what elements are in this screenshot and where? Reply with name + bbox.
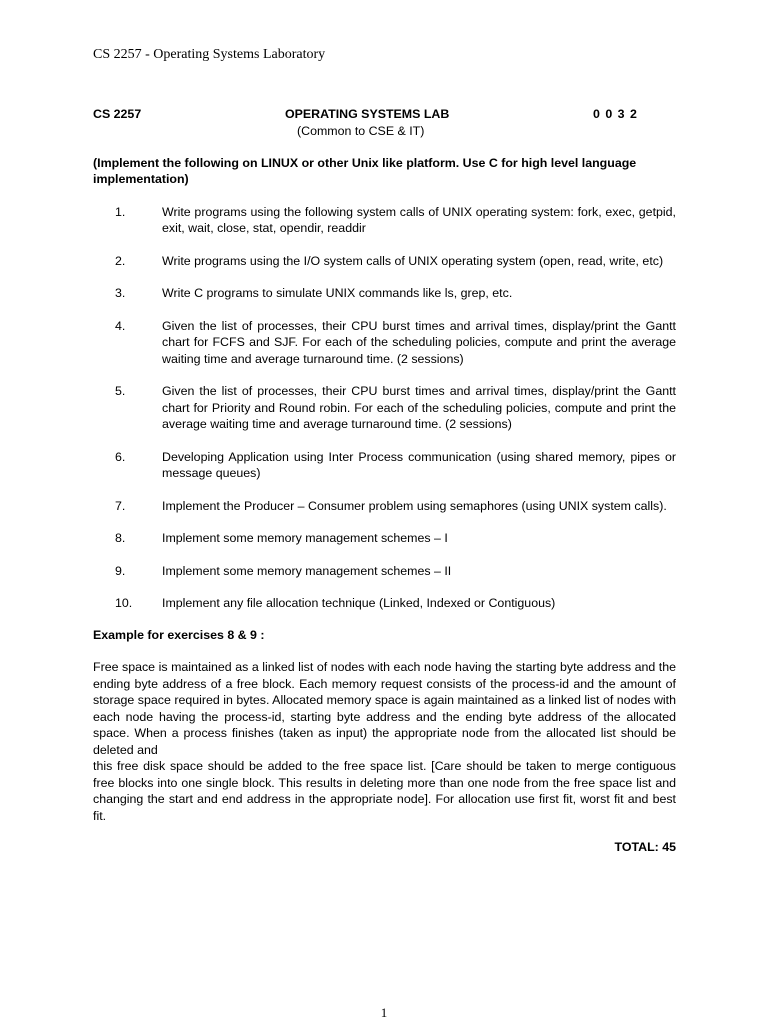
exercise-text: Implement any file allocation technique (Linked, Indexed or Contiguous) bbox=[162, 596, 556, 610]
page-number: 1 bbox=[380, 1005, 388, 1020]
exercise-item bbox=[93, 595, 676, 612]
page-header: CS 2257 - Operating Systems Laboratory bbox=[93, 47, 326, 62]
course-code: CS 2257 bbox=[93, 107, 142, 121]
exercise-number: 5. bbox=[115, 384, 126, 398]
exercise-item bbox=[93, 383, 676, 433]
exercise-number: 9. bbox=[115, 563, 126, 578]
exercise-item bbox=[93, 318, 676, 368]
exercise-item bbox=[93, 285, 676, 302]
exercise-text: Implement the Producer – Consumer problem using semaphores (using UNIX system calls). bbox=[162, 498, 667, 513]
exercise-text: Developing Application using Inter Process communication (using shared memory, pipes or message queues) bbox=[162, 449, 676, 480]
exercise-item bbox=[93, 563, 676, 580]
exercise-number: 6. bbox=[115, 449, 126, 464]
total-hours: TOTAL: 45 bbox=[614, 840, 676, 854]
exercise-number: 1. bbox=[115, 204, 126, 219]
exercise-text: Given the list of processes, their CPU burst times and arrival times, display/print the Gantt chart for Priority and Round robin. For each of the scheduling policies, compute and print the average waiting time and average turnaround time. (2 sessions) bbox=[162, 384, 676, 431]
example-paragraph: Free space is maintained as a linked list of nodes with each node having the starting byte address and the ending byte address of a free block. Each memory request consists of the process-id and the amount of storage space required in bytes. Allocated memory space is again maintained as a linked list of nodes with each node having the process-id, starting byte address and the ending byte address of the allocated space. When a process finishes (taken as input) the appropriate node from the allocated list should be deleted and bbox=[93, 660, 676, 757]
course-credits: 0 0 3 2 bbox=[593, 107, 637, 121]
course-title: OPERATING SYSTEMS LAB bbox=[285, 107, 450, 121]
exercise-text: Write C programs to simulate UNIX commands like ls, grep, etc. bbox=[162, 286, 513, 300]
example-paragraph: this free disk space should be added to the free space list. [Care should be taken to merge contiguous free blocks into one single block. This results in deleting more than one node from the free space list and changing the start and end address in the appropriate node]. For allocation use first fit, worst fit and best fit. bbox=[93, 759, 676, 823]
example-body bbox=[93, 659, 676, 824]
example-heading: Example for exercises 8 & 9 : bbox=[93, 627, 265, 642]
exercise-item bbox=[93, 530, 676, 547]
exercise-item bbox=[93, 204, 676, 237]
exercise-number: 8. bbox=[115, 531, 126, 545]
exercise-text: Given the list of processes, their CPU burst times and arrival times, display/print the Gantt chart for FCFS and SJF. For each of the scheduling policies, compute and print the average waiting time and average turnaround time. (2 sessions) bbox=[162, 318, 676, 366]
exercise-item bbox=[93, 253, 676, 270]
exercise-item bbox=[93, 498, 676, 515]
exercise-number: 4. bbox=[115, 318, 126, 333]
intro-instructions: (Implement the following on LINUX or other Unix like platform. Use C for high level language implementation) bbox=[93, 155, 637, 186]
course-subtitle: (Common to CSE & IT) bbox=[297, 124, 425, 138]
exercise-list bbox=[93, 204, 676, 612]
exercise-text: Implement some memory management schemes – II bbox=[162, 563, 452, 578]
exercise-number: 3. bbox=[115, 286, 126, 300]
exercise-text: Write programs using the following system calls of UNIX operating system: fork, exec, getpid, exit, wait, close, stat, opendir, readdir bbox=[162, 204, 676, 235]
exercise-text: Implement some memory management schemes – I bbox=[162, 531, 448, 545]
exercise-text: Write programs using the I/O system calls of UNIX operating system (open, read, write, etc) bbox=[162, 253, 664, 268]
exercise-number: 2. bbox=[115, 253, 126, 268]
title-row bbox=[93, 106, 676, 123]
exercise-number: 10. bbox=[115, 596, 133, 610]
exercise-item bbox=[93, 449, 676, 482]
exercise-number: 7. bbox=[115, 498, 126, 513]
document-body bbox=[93, 106, 676, 856]
